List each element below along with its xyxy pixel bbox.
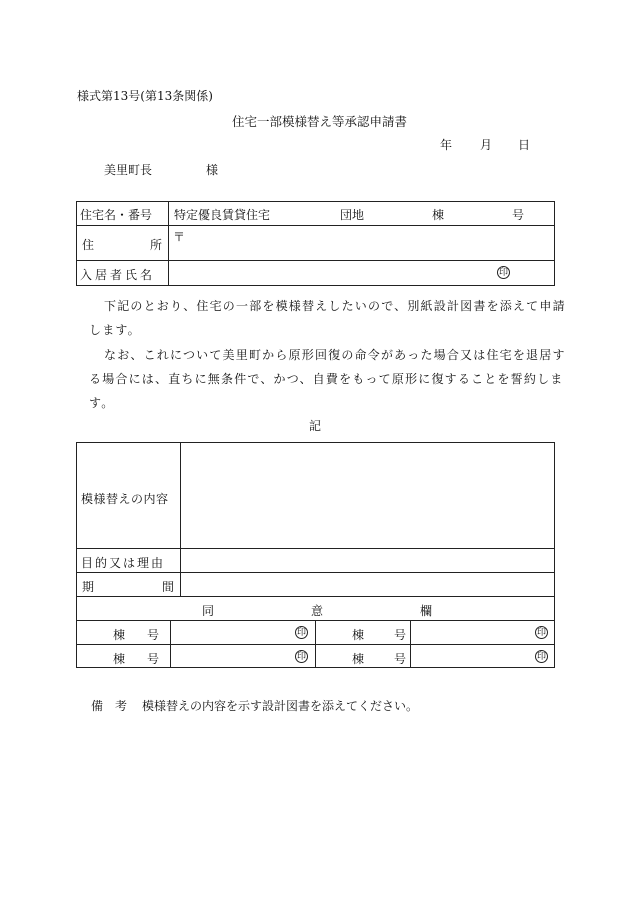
form-number: 様式第13号(第13条関係) (77, 89, 213, 103)
date-year: 年 (440, 138, 453, 152)
remarks-text: 模様替えの内容を示す設計図書を添えてください。 (142, 699, 419, 713)
consent-row2-left-seal: 印 (296, 652, 306, 662)
consent-row1-left-tou: 棟 (113, 628, 126, 642)
ki-heading: 記 (309, 419, 322, 433)
postal-mark: 〒 (173, 230, 186, 244)
consent-row2-right-tou: 棟 (352, 652, 365, 666)
housing-name-label: 住宅名・番号 (80, 208, 153, 222)
gou-label: 号 (512, 208, 525, 222)
date-month: 月 (480, 138, 493, 152)
form-title: 住宅一部模様替え等承認申請書 (232, 114, 408, 129)
consent-row2-left-gou: 号 (147, 652, 160, 666)
content-label: 模様替えの内容 (81, 492, 169, 506)
consent-row1-left-gou: 号 (147, 628, 160, 642)
danchi-label: 団地 (340, 208, 365, 222)
address-label: 住 所 (82, 238, 162, 252)
resident-name-label: 入居者氏名 (80, 268, 156, 282)
statement-para2-line1: なお、これについて美里町から原形回復の命令があった場合又は住宅を退居す (104, 348, 566, 362)
consent-row2-right-gou: 号 (394, 652, 407, 666)
consent-row1-right-tou: 棟 (352, 628, 365, 642)
statement-para2-line2: る場合には、直ちに無条件で、かつ、自費をもって原形に復することを誓約しま (89, 372, 564, 386)
consent-row1-left-seal: 印 (296, 628, 306, 638)
consent-row2-left-tou: 棟 (113, 652, 126, 666)
statement-para1-line2: します。 (89, 323, 141, 337)
period-label: 期 間 (82, 580, 174, 594)
date-day: 日 (518, 138, 531, 152)
seal-mark: 印 (498, 268, 508, 278)
remarks-label: 備 考 (91, 699, 128, 713)
tou-label: 棟 (432, 208, 445, 222)
statement-para2-line3: す。 (89, 396, 115, 410)
housing-type-value: 特定優良賃貸住宅 (174, 208, 271, 222)
consent-row1-right-seal: 印 (536, 628, 546, 638)
statement-para1-line1: 下記のとおり、住宅の一部を模様替えしたいので、別紙設計図書を添えて申請 (104, 299, 566, 313)
addressee: 美里町長 (104, 163, 153, 177)
purpose-label: 目的又は理由 (81, 556, 166, 570)
consent-row1-right-gou: 号 (394, 628, 407, 642)
consent-row2-right-seal: 印 (536, 652, 546, 662)
addressee-honorific: 様 (206, 163, 219, 177)
